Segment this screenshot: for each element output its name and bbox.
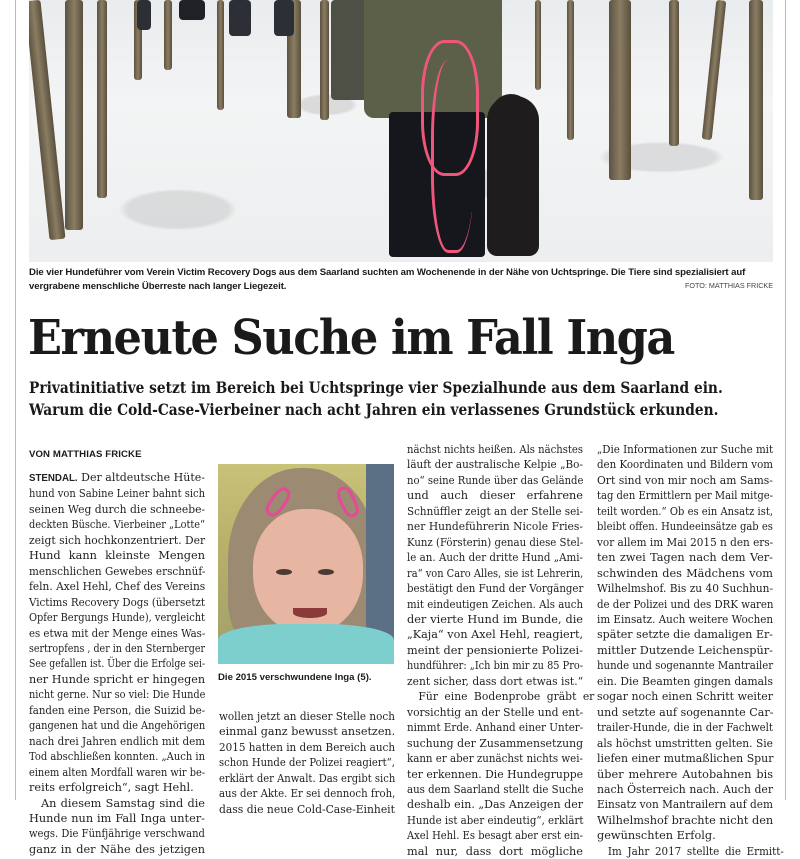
body-line: „Kaja“ von Axel Hehl, reagiert,: [407, 628, 584, 642]
body-line: mittler Dutzende Leichenspür-: [597, 643, 773, 657]
body-line: und setzte auf sogenannte Car-: [597, 705, 774, 719]
body-line: nicht gerne. Nur so viel: Die Hunde: [29, 688, 206, 702]
body-line: suchung der Zusammensetzung: [407, 736, 584, 750]
dateline: STENDAL.: [29, 473, 78, 484]
body-line: ner Hunde spricht er hingegen: [29, 672, 206, 686]
body-line: Im Jahr 2017 stellte die Ermitt-: [607, 844, 784, 858]
photo-caption-line: vergrabene menschliche Überreste nach langer Liegezeit.: [29, 281, 287, 292]
body-line: bestätigt den Fund der Vorgänger: [407, 582, 584, 596]
body-line: Schnüffler zeigt an der Stelle sei-: [407, 504, 584, 518]
body-line: aus der Akte. Er sei dennoch froh,: [219, 787, 396, 801]
body-line: feln. Axel Hehl, Chef des Vereins: [29, 580, 206, 594]
body-line: no“ seine Runde über das Gelände: [407, 473, 584, 487]
body-line: trailer-Hunde, die in der Fachwelt: [597, 721, 774, 735]
body-line: wollen jetzt an dieser Stelle noch: [219, 710, 395, 723]
body-line: mit eindeutigen Zeichen. Als auch: [407, 597, 584, 611]
photo-caption-line: Die vier Hundeführer vom Verein Victim Recovery Dogs aus dem Saarland suchten am Wochenende in der Nähe von Uchtspringe. Die Tiere sind spezialisiert auf: [29, 267, 746, 278]
body-line: hund von Sabine Leiner bahnt sich: [29, 487, 205, 501]
body-line: läuft der australische Kelpie „Bo-: [407, 458, 583, 472]
body-line: Kunz (Försterin) genau diese Stel-: [407, 535, 584, 549]
body-line: über mehrere Autobahnen bis: [597, 767, 773, 781]
body-line: de der Polizei und des DRK waren: [597, 597, 774, 611]
body-line: Opfer Bergungs Hunde), vergleicht: [29, 611, 206, 625]
body-line: als höchst umstritten gelten. Sie: [597, 736, 773, 750]
body-line: vor allem im Mai 2015 n den ers-: [597, 535, 774, 549]
body-line: Victims Recovery Dogs (übersetzt: [29, 595, 205, 609]
body-line: deshalb ein. „Das Anzeigen der: [407, 798, 584, 812]
body-line: es etwa mit der Menge eines Was-: [29, 626, 206, 640]
body-line: tag den Ermittlern per Mail mitge-: [597, 489, 774, 503]
body-line: ra“ von Caro Alles, sie ist Lehrerin,: [407, 566, 584, 580]
body-line: schwinden des Mädchens vom: [597, 566, 773, 580]
body-line: Der altdeutsche Hüte-: [81, 471, 205, 484]
body-line: zeigt sich hochkonzentriert. Der: [29, 533, 206, 547]
body-line: Wilhelmshof. Bis zu 40 Suchhun-: [597, 582, 774, 596]
subheadline-line: Warum die Cold-Case-Vierbeiner nach acht Jahren ein verlassenes Grundstück erkunden.: [29, 400, 719, 419]
body-line: einem alten Mordfall waren wir be-: [29, 765, 206, 779]
body-line: aus dem Saarland stellt die Suche: [407, 782, 584, 796]
body-line: gangenen hat und die Angehörigen: [29, 719, 206, 733]
body-line: fanden eine Person, die Suizid be-: [29, 703, 206, 717]
body-line: erklärt der Anwalt. Das ergibt sich: [219, 771, 396, 785]
body-line: ein. Die Beamten gingen damals: [597, 674, 773, 688]
body-line: einmal ganz bewusst ansetzen.: [219, 725, 396, 739]
lead-photo: [29, 0, 773, 262]
body-line: meint der pensionierte Polizei-: [407, 643, 583, 657]
headline: Erneute Suche im Fall Inga: [28, 310, 674, 366]
subheadline: [29, 377, 723, 421]
byline: VON MATTHIAS FRICKE: [29, 449, 142, 460]
body-line: See gefallen ist. Über die Erfolge sei-: [29, 657, 206, 671]
article-column-2: [219, 709, 395, 817]
body-line: menschlichen Gewebes erschnüf-: [29, 564, 206, 578]
body-line: seinen Weg durch die schneebe-: [29, 502, 206, 516]
body-line: deckten Büsche. Vierbeiner „Lotte“: [29, 518, 206, 532]
body-line: den Koordinaten und Bildern vom: [597, 458, 773, 472]
page-border-left: [15, 0, 16, 800]
body-line: nach Österreich nach. Auch der: [597, 782, 774, 796]
photo-credit: FOTO: MATTHIAS FRICKE: [685, 281, 773, 290]
body-line: liefen einer mutmaßlichen Spur: [597, 752, 774, 766]
photo-caption: [29, 266, 773, 294]
body-line: „Die Informationen zur Suche mit: [597, 443, 774, 456]
article-column-4: [597, 442, 784, 859]
body-line: und auch dieser erfahrene: [407, 489, 583, 503]
body-line: reits erfolgreich“, sagt Hehl.: [29, 781, 194, 795]
body-line: ganz in der Nähe des jetzigen: [29, 842, 205, 856]
body-line: schon Hunde der Polizei reagiert“,: [219, 756, 395, 770]
body-line: Ort sind von mir noch am Sams-: [597, 473, 773, 487]
body-line: kann er aber zunächst nichts wei-: [407, 752, 583, 766]
inga-photo-caption: Die 2015 verschwundene Inga (5).: [218, 672, 372, 683]
body-line: le an. Auch der dritte Hund „Ami-: [407, 551, 583, 565]
body-line: ner Hundeführerin Nicole Fries-: [407, 520, 583, 534]
body-line: Tod abschließen konnten. „Auch in: [29, 750, 205, 764]
body-line: An diesem Samstag sind die: [41, 796, 205, 810]
body-line: hundführer: „Ich bin mir zu 85 Pro-: [407, 659, 584, 673]
body-line: teilt worden.“ Ob es ein Ansatz ist,: [597, 504, 773, 518]
body-line: 2015 hatten in dem Bereich auch: [219, 740, 396, 754]
body-line: Für eine Bodenprobe gräbt er: [418, 690, 595, 704]
body-line: vorsichtig an der Stelle und ent-: [407, 705, 584, 719]
body-line: Hunde nun im Fall Inga unter-: [29, 811, 205, 825]
body-line: bleibt offen. Hundeeinsätze gab es: [597, 520, 773, 534]
body-line: zent sicher, dass dort etwas ist.“: [407, 674, 584, 688]
body-line: nimmt Erde. Anhand einer Unter-: [407, 721, 584, 735]
body-line: Einsatz von Mantrailern auf dem: [597, 798, 773, 812]
body-line: sogar noch einen Schritt weiter: [597, 690, 773, 704]
body-line: Axel Hehl. Es besagt aber erst ein-: [407, 829, 583, 843]
body-line: gewünschten Erfolg.: [597, 829, 716, 843]
body-line: hunde und sogenannte Mantrailer: [597, 659, 774, 673]
body-line: nach drei Jahren endlich mit dem: [29, 734, 206, 748]
body-line: im Einsatz. Auch weitere Wochen: [597, 612, 774, 626]
body-line: ter erkennen. Die Hundegruppe: [407, 767, 584, 781]
body-line: sertropfens , der in den Sternberger: [29, 641, 205, 655]
body-line: Wilhelmshof brachte nicht den: [597, 813, 774, 827]
body-line: Hunde ist aber eindeutig“, erklärt: [407, 813, 584, 827]
body-line: nächst nichts heißen. Als nächstes: [407, 443, 584, 456]
subheadline-line: Privatinitiative setzt im Bereich bei Uchtspringe vier Spezialhunde aus dem Saarland ein.: [29, 378, 723, 397]
article-column-3: [407, 442, 595, 859]
body-line: ten zwei Tagen nach dem Ver-: [597, 551, 773, 565]
inga-photo: [218, 464, 394, 664]
body-line: wegs. Die Fünfjährige verschwand: [29, 827, 205, 841]
body-line: dass die neue Cold-Case-Einheit: [219, 802, 395, 816]
article-column-1: [29, 470, 205, 857]
page-border-right: [785, 0, 786, 800]
body-line: später setzte die damaligen Er-: [597, 628, 774, 642]
body-line: der vierte Hund im Bunde, die: [407, 612, 583, 626]
body-line: Hund kann kleinste Mengen: [29, 549, 205, 563]
body-line: mal nur, dass dort mögliche: [407, 844, 583, 858]
